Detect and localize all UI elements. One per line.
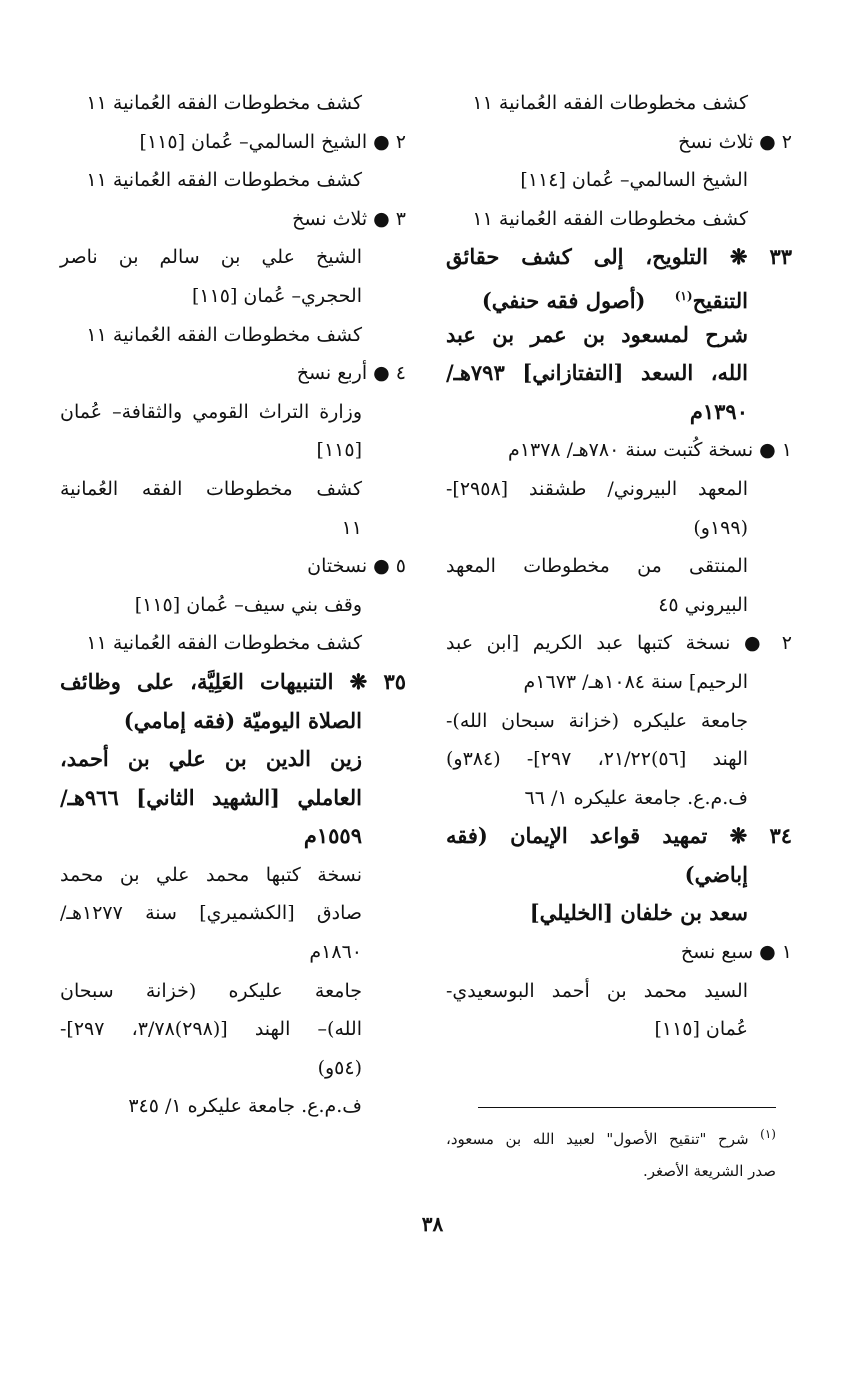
library-line: الشيخ علي بن سالم بن ناصر — [60, 246, 362, 269]
entry-33-author: شرح لمسعود بن عمر بن عبد — [446, 321, 748, 347]
entry-35-title-cont: الصلاة اليوميّة (فقه إمامي) — [123, 707, 362, 733]
copy-2-line: ٢ ● الشيخ السالمي– عُمان [١١٥] — [139, 130, 406, 153]
library-line-cont: (١٩٩و) — [693, 516, 748, 539]
footnote-line-cont: صدر الشريعة الأصغر. — [643, 1162, 776, 1180]
entry-33-title: ٣٣ ❋ التلويح، إلى كشف حقائق — [446, 244, 792, 270]
copy-2-line-cont: الرحيم] سنة ١٠٨٤هـ/ ١٦٧٣م — [523, 670, 748, 693]
footnote-divider — [478, 1107, 776, 1108]
library-line: الشيخ السالمي– عُمان [١١٤] — [520, 169, 748, 192]
source-line: المنتقى من مخطوطات المعهد — [446, 555, 748, 578]
source-line-cont: ١١ — [341, 516, 362, 539]
entry-34-title: ٣٤ ❋ تمهيد قواعد الإيمان (فقه — [446, 823, 792, 849]
footnote-mark: (١) — [674, 288, 693, 303]
copy-count-line: ١ ● سبع نسخ — [680, 941, 792, 964]
source-line-cont: البيروني ٤٥ — [658, 593, 748, 616]
source-line: كشف مخطوطات الفقه العُمانية ١١ — [472, 92, 748, 114]
copy-line-cont: صادق [الكشميري] سنة ١٢٧٧هـ/ — [60, 902, 362, 925]
entry-35-title: ٣٥ ❋ التنبيهات العَلِيَّة، على وظائف — [60, 668, 406, 694]
source-line: كشف مخطوطات الفقه العُمانية ١١ — [472, 207, 748, 230]
copy-2-line: ٢ ● نسخة كتبها عبد الكريم [ابن عبد — [446, 632, 792, 655]
library-line-cont: الله)– الهند [(٢٩٨)٣/٧٨، ٢٩٧]- — [60, 1018, 362, 1041]
footnote-line: $^{(١)}$ شرح "تنقيح الأصول" لعبيد الله بن مسعود، — [446, 1127, 776, 1148]
copy-1-line: ١ ● نسخة كُتبت سنة ٧٨٠هـ/ ١٣٧٨م — [508, 439, 792, 462]
entry-35-author-cont: العاملي [الشهيد الثاني] ٩٦٦هـ/ — [60, 784, 362, 810]
entry-34-title-cont: إباضي) — [684, 861, 748, 887]
entry-33-title-cont: التنقيح$^{(١)}$ (أصول فقه حنفي) — [481, 287, 748, 313]
library-line-folio: (٥٤و) — [317, 1056, 362, 1079]
footnote — [446, 1118, 776, 1187]
library-line-cont: الهند [٥٦)٢١/٢٢، ٢٩٧]- (٣٨٤و) — [446, 748, 749, 771]
source-line: كشف مخطوطات الفقه العُمانية ١١ — [86, 169, 362, 192]
copy-count-line: ٢ ● ثلاث نسخ — [678, 130, 792, 153]
source-line: كشف مخطوطات الفقه العُمانية — [60, 477, 362, 500]
entry-33-author-cont: الله، السعد [التفتازاني] ٧٩٣هـ/ — [446, 360, 748, 386]
source-line: كشف مخطوطات الفقه العُمانية ١١ — [86, 632, 362, 655]
page-number: ٣٨ — [421, 1212, 444, 1236]
left-column — [60, 84, 406, 1126]
entry-33-date: ١٣٩٠م — [689, 398, 748, 424]
library-line: المعهد البيروني/ طشقند [٢٩٥٨]- — [446, 477, 748, 500]
library-line-cont: عُمان [١١٥] — [654, 1018, 748, 1041]
copy-5-line: ٥ ● نسختان — [307, 555, 406, 578]
source-line: كشف مخطوطات الفقه العُمانية ١١ — [86, 92, 362, 114]
entry-35-author: زين الدين بن علي بن أحمد، — [60, 746, 362, 772]
library-line-cont: [١١٥] — [316, 439, 362, 462]
source-line: ف.م.ع. جامعة عليكره ١/ ٦٦ — [524, 786, 748, 809]
copy-3-line: ٣ ● ثلاث نسخ — [292, 207, 406, 230]
library-line: السيد محمد بن أحمد البوسعيدي- — [446, 979, 748, 1002]
source-line: ف.م.ع. جامعة عليكره ١/ ٣٤٥ — [128, 1095, 362, 1118]
entry-34-author: سعد بن خلفان [الخليلي] — [529, 900, 748, 926]
library-line: جامعة عليكره (خزانة سبحان الله)- — [446, 709, 748, 732]
library-line: وقف بني سيف– عُمان [١١٥] — [134, 593, 362, 616]
right-column — [446, 84, 792, 1049]
copy-line: نسخة كتبها محمد علي بن محمد — [60, 863, 362, 886]
library-line: وزارة التراث القومي والثقافة– عُمان — [60, 400, 362, 423]
source-line: كشف مخطوطات الفقه العُمانية ١١ — [86, 323, 362, 346]
copy-4-line: ٤ ● أربع نسخ — [296, 362, 406, 385]
copy-line-date: ١٨٦٠م — [309, 941, 362, 964]
library-line: جامعة عليكره (خزانة سبحان — [60, 979, 362, 1002]
footnote-number: (١) — [760, 1127, 776, 1141]
entry-35-date: ١٥٥٩م — [303, 823, 362, 849]
library-line-cont: الحجري– عُمان [١١٥] — [191, 284, 362, 307]
